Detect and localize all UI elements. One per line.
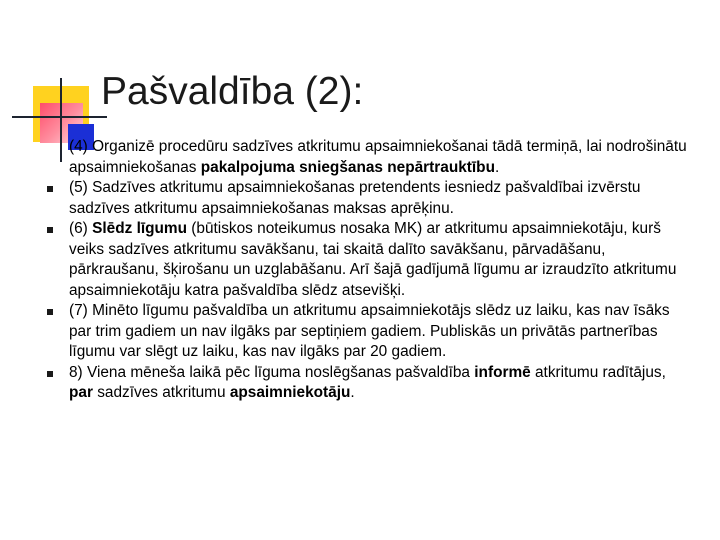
bullet-item: [0, 301, 689, 363]
bullet-item: [0, 219, 689, 301]
item-text: (4) Organizē procedūru sadzīves atkritumu apsaimniekošanai tādā termiņā, lai nodrošinātu apsaimniekošanas: [69, 138, 687, 176]
bold-text: pakalpojuma sniegšanas nepārtrauktību: [200, 158, 495, 176]
bullet-marker-icon: [47, 371, 53, 377]
slide-content: [0, 137, 720, 404]
decor-horizontal-line: [12, 116, 107, 118]
bold-text: par: [69, 384, 93, 401]
bullet-item: [0, 178, 689, 219]
item-text: sadzīves atkritumu: [92, 384, 230, 401]
bold-text: Slēdz līgumu: [92, 220, 188, 237]
item-text: (būtiskos noteikumus nosaka MK) ar atkritumu apsaimniekotāju, kurš veiks sadzīves atkritumu savākšanu, tai skaitā dalīto savākšanu, pārvadāšanu, pārkraušanu, šķirošanu un uzglabāšanu. Arī šajā gadījumā līgumu ar izraudzīto atkritumu apsaimniekotāju katra pašvaldība slēdz atsevišķi.: [69, 220, 677, 299]
item-text: atkritumu radītājus,: [530, 363, 666, 381]
item-text: (6): [69, 220, 93, 237]
item-text: .: [350, 384, 355, 401]
bold-text: informē: [474, 363, 531, 381]
item-text: .: [494, 158, 500, 176]
bullet-marker-icon: [47, 186, 53, 192]
item-text: (7) Minēto līgumu pašvaldība un atkritumu apsaimniekotājs slēdz uz laiku, kas nav īsāks par trim gadiem un nav ilgāks par septiņiem gadiem. Publiskās un privātās partnerības līgumu var slēgt uz laiku, kas nav ilgāks par 20 gadiem.: [69, 302, 670, 360]
item-text: 8) Viena mēneša laikā pēc līguma noslēgšanas pašvaldība: [69, 363, 475, 381]
bullet-marker-icon: [47, 227, 53, 233]
item-text: (5) Sadzīves atkritumu apsaimniekošanas pretendents iesniedz pašvaldībai izvērstu sadzīves atkritumu apsaimniekošanas maksas aprēķinu.: [69, 179, 641, 217]
bullet-item: [0, 137, 689, 178]
bold-text: apsaimniekotāju: [229, 384, 351, 401]
bullet-item: [0, 363, 689, 404]
bullet-marker-icon: [47, 309, 53, 315]
slide-title: Pašvaldība (2):: [101, 70, 364, 113]
